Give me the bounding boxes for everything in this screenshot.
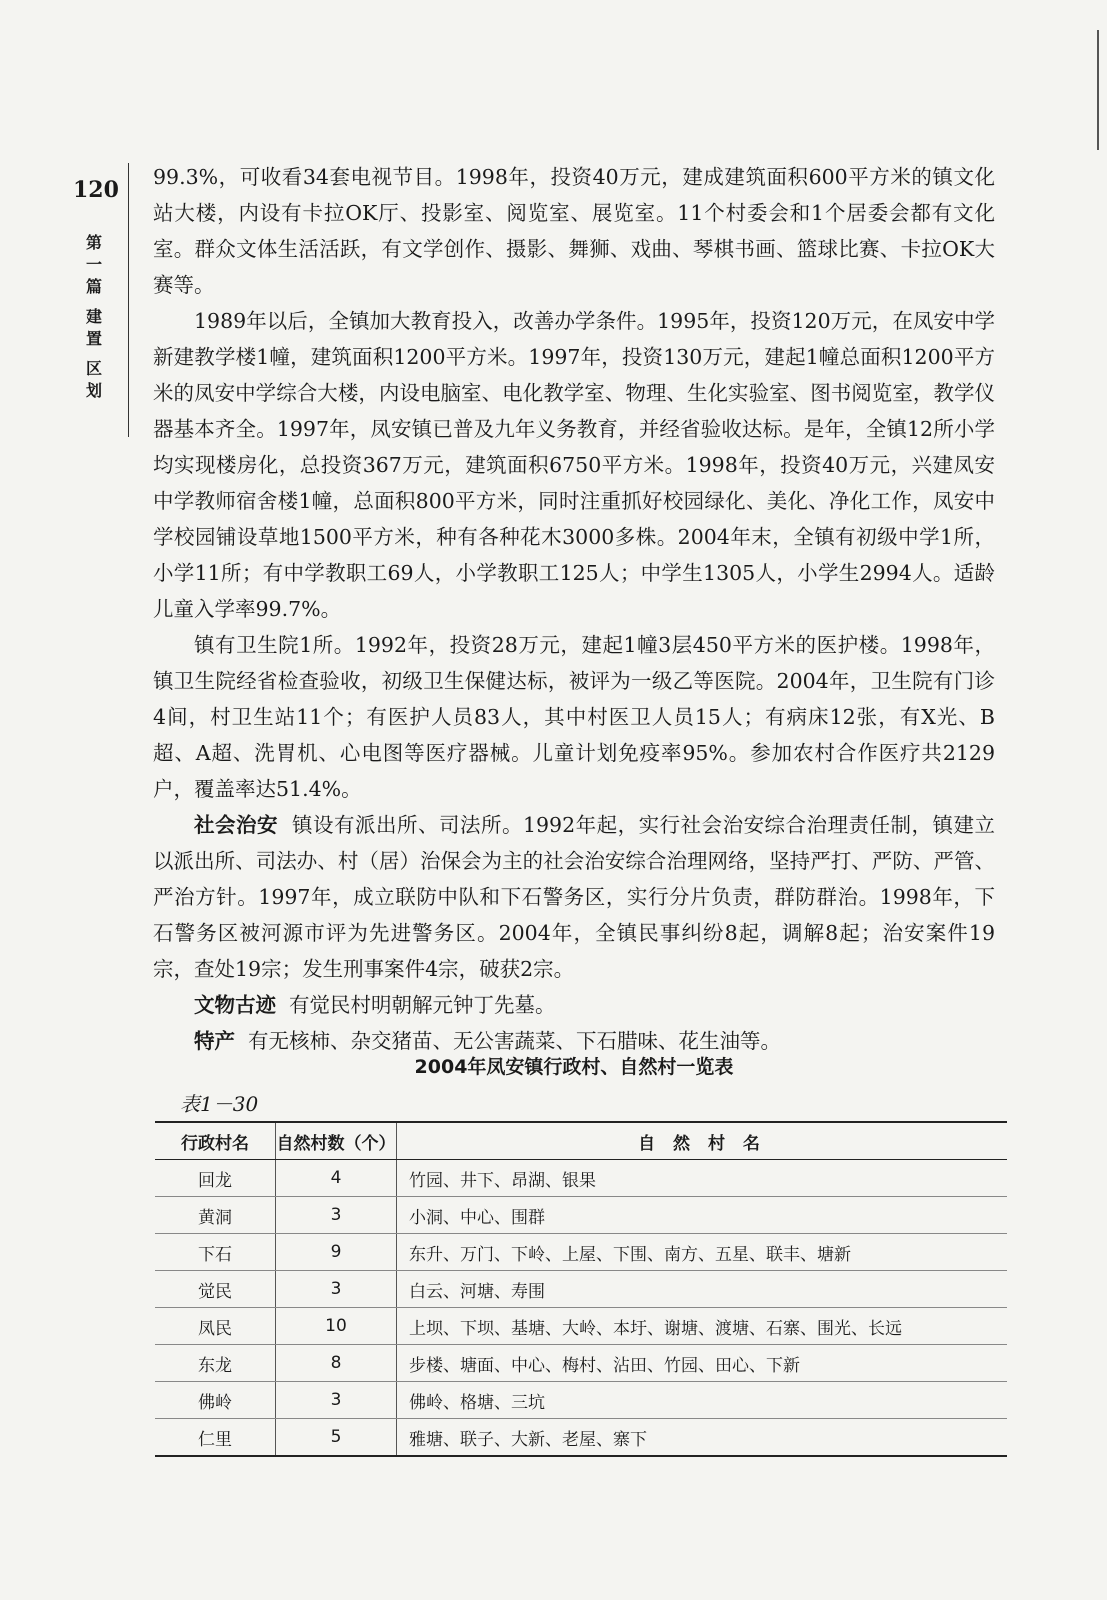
table-cell: 黄洞 [155, 1197, 276, 1234]
section-label: 特产 [194, 1029, 235, 1053]
table-cell: 3 [276, 1197, 397, 1234]
table-cell: 白云、河塘、寿围 [397, 1271, 1008, 1308]
side-heading-char: 一 [85, 255, 102, 274]
margin-rule [128, 163, 129, 437]
table-row [155, 1308, 1007, 1345]
table-cell: 10 [276, 1308, 397, 1345]
table-cell: 雅塘、联子、大新、老屋、寨下 [397, 1419, 1008, 1457]
chapter-side-heading [82, 232, 106, 402]
table-cell: 步楼、塘面、中心、梅村、沾田、竹园、田心、下新 [397, 1345, 1008, 1382]
side-heading-char: 建 [85, 307, 102, 326]
side-heading-char: 划 [85, 381, 102, 400]
section-label: 社会治安 [194, 813, 278, 837]
column-header: 自然村数（个） [276, 1122, 397, 1160]
body-text [153, 159, 995, 1059]
table-number: 表1－30 [180, 1092, 259, 1116]
table-cell: 3 [276, 1271, 397, 1308]
table-cell: 东升、万门、下岭、上屋、下围、南方、五星、联丰、塘新 [397, 1234, 1008, 1271]
table-row [155, 1234, 1007, 1271]
table-cell: 竹园、井下、昂湖、银果 [397, 1160, 1008, 1197]
table-row [155, 1271, 1007, 1308]
table-cell: 小洞、中心、围群 [397, 1197, 1008, 1234]
table-row [155, 1160, 1007, 1197]
table-cell: 觉民 [155, 1271, 276, 1308]
column-header: 行政村名 [155, 1122, 276, 1160]
paragraph-text: 有无核柿、杂交猪苗、无公害蔬菜、下石腊味、花生油等。 [248, 1029, 782, 1053]
table-row [155, 1345, 1007, 1382]
table-cell: 8 [276, 1345, 397, 1382]
village-table [155, 1121, 1007, 1457]
table-header-row [155, 1122, 1007, 1160]
paragraph [153, 987, 995, 1023]
paragraph-text: 镇有卫生院1所。1992年，投资28万元，建起1幢3层450平方米的医护楼。1998年，镇卫生院经省检查验收，初级卫生保健达标，被评为一级乙等医院。2004年，卫生院有门诊4间，村卫生站11个；有医护人员83人，其中村医卫人员15人；有病床12张，有X光、B超、A超、洗胃机、心电图等医疗器械。儿童计划免疫率95%。参加农村合作医疗共2129户，覆盖率达51.4%。 [153, 633, 995, 801]
side-heading-char: 第 [85, 233, 102, 252]
table-title: 2004年凤安镇行政村、自然村一览表 [414, 1056, 734, 1078]
table-row [155, 1197, 1007, 1234]
paragraph [153, 627, 995, 807]
page-number: 120 [73, 177, 119, 203]
paragraph [153, 303, 995, 627]
table-cell: 佛岭、格塘、三坑 [397, 1382, 1008, 1419]
paragraph-text: 1989年以后，全镇加大教育投入，改善办学条件。1995年，投资120万元，在凤安中学新建教学楼1幢，建筑面积1200平方米。1997年，投资130万元，建起1幢总面积1200平方米的凤安中学综合大楼，内设电脑室、电化教学室、物理、生化实验室、图书阅览室，教学仪器基本齐全。1997年，凤安镇已普及九年义务教育，并经省验收达标。是年，全镇12所小学均实现楼房化，总投资367万元，建筑面积6750平方米。1998年，投资40万元，兴建凤安中学教师宿舍楼1幢，总面积800平方米，同时注重抓好校园绿化、美化、净化工作，凤安中学校园铺设草地1500平方米，种有各种花木3000多株。2004年末，全镇有初级中学1所，小学11所；有中学教职工69人，小学教职工125人；中学生1305人，小学生2994人。适龄儿童入学率99.7%。 [153, 309, 995, 621]
section-label: 文物古迹 [194, 993, 276, 1017]
table-cell: 5 [276, 1419, 397, 1457]
paragraph [153, 159, 995, 303]
column-header: 自 然 村 名 [397, 1122, 1008, 1160]
paragraph [153, 807, 995, 987]
paragraph-text: 镇设有派出所、司法所。1992年起，实行社会治安综合治理责任制，镇建立以派出所、司法办、村（居）治保会为主的社会治安综合治理网络，坚持严打、严防、严管、严治方针。1997年，成立联防中队和下石警务区，实行分片负责，群防群治。1998年，下石警务区被河源市评为先进警务区。2004年，全镇民事纠纷8起，调解8起；治安案件19宗，查处19宗；发生刑事案件4宗，破获2宗。 [153, 813, 996, 981]
table-row [155, 1382, 1007, 1419]
side-heading-char: 置 [85, 329, 102, 348]
table-cell: 下石 [155, 1234, 276, 1271]
paragraph-text: 99.3%，可收看34套电视节目。1998年，投资40万元，建成建筑面积600平方米的镇文化站大楼，内设有卡拉OK厅、投影室、阅览室、展览室。11个村委会和1个居委会都有文化室。群众文体生活活跃，有文学创作、摄影、舞狮、戏曲、琴棋书画、篮球比赛、卡拉OK大赛等。 [153, 165, 995, 297]
paragraph-text: 有觉民村明朝解元钟丁先墓。 [289, 993, 556, 1017]
table-cell: 凤民 [155, 1308, 276, 1345]
table-cell: 回龙 [155, 1160, 276, 1197]
table-cell: 佛岭 [155, 1382, 276, 1419]
edge-mark [1097, 30, 1099, 150]
table-cell: 东龙 [155, 1345, 276, 1382]
side-heading-char: 区 [85, 359, 102, 378]
table-cell: 3 [276, 1382, 397, 1419]
table-cell: 9 [276, 1234, 397, 1271]
side-heading-char: 篇 [85, 277, 102, 296]
table-cell: 上坝、下坝、基塘、大岭、本圩、谢塘、渡塘、石寨、围光、长远 [397, 1308, 1008, 1345]
table-cell: 4 [276, 1160, 397, 1197]
table-row [155, 1419, 1007, 1457]
table-cell: 仁里 [155, 1419, 276, 1457]
